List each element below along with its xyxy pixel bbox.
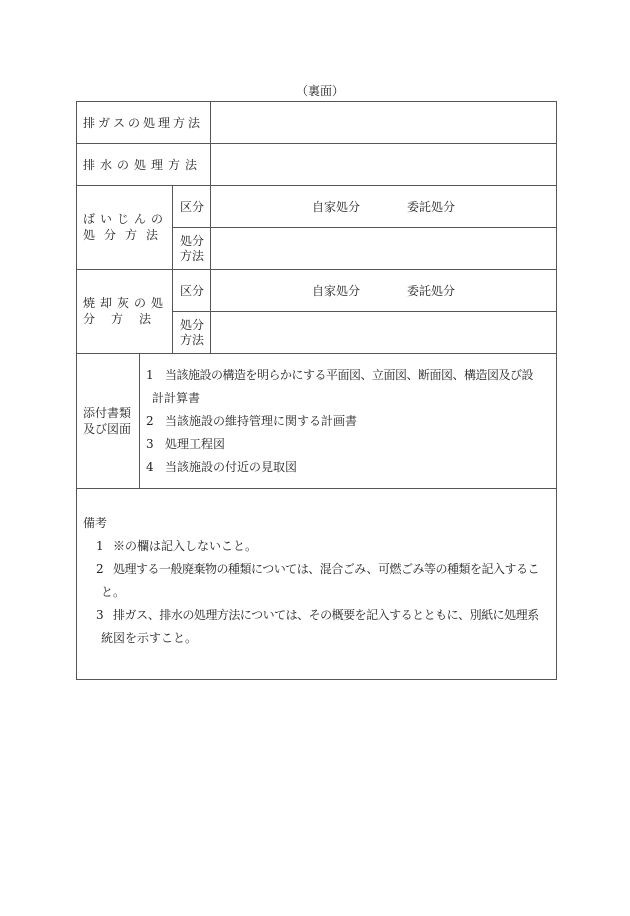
remark-text: ※の欄は記入しないこと。	[113, 539, 258, 553]
exhaust-gas-label: 排ガスの処理方法	[83, 116, 204, 130]
remark-num: 1	[96, 539, 104, 553]
attachment-text: 当該施設の維持管理に関する計画書	[165, 414, 358, 428]
form-table	[76, 101, 557, 680]
dust-method-label-line2: 方法	[180, 249, 205, 263]
dust-category-label: 区分	[180, 200, 205, 214]
divider	[172, 311, 557, 312]
divider	[76, 143, 557, 144]
wastewater-label: 排水の処理方法	[83, 158, 203, 172]
ash-method-label-line2: 方法	[180, 333, 205, 347]
remark-num: 2	[96, 562, 104, 576]
remark-text: 処理する一般廃棄物の種類については、混合ごみ、可燃ごみ等の種類を記入するこ	[113, 562, 539, 576]
divider	[76, 185, 557, 186]
remark-text: 排ガス、排水の処理方法については、その概要を記入するとともに、別紙に処理系	[113, 608, 539, 622]
attachments-label-line2: 及び図面	[83, 422, 132, 436]
remarks-title: 備考	[83, 516, 108, 530]
ash-option-self[interactable]: 自家処分	[312, 284, 361, 298]
wastewater-field[interactable]	[212, 145, 555, 184]
dust-option-self[interactable]: 自家処分	[312, 200, 361, 214]
attachment-text: 処理工程図	[165, 437, 226, 451]
divider	[76, 353, 557, 354]
divider	[210, 101, 211, 353]
ash-label-line1: 焼却灰の処	[83, 296, 169, 310]
dust-method-label-line1: 処分	[180, 234, 205, 248]
ash-method-label-line1: 処分	[180, 318, 205, 332]
dust-option-consign[interactable]: 委託処分	[407, 200, 456, 214]
attachment-text-cont: 計計算書	[152, 391, 201, 405]
attachment-num: 4	[146, 460, 154, 474]
divider	[76, 488, 557, 489]
divider	[76, 269, 557, 270]
remark-num: 3	[96, 608, 104, 622]
remark-text-cont: 統図を示すこと。	[101, 631, 198, 645]
ash-option-consign[interactable]: 委託処分	[407, 284, 456, 298]
attachment-num: 3	[146, 437, 154, 451]
attachment-num: 2	[146, 414, 154, 428]
ash-label-line2: 分方法	[83, 312, 168, 326]
remark-text-cont: と。	[101, 585, 126, 599]
attachment-text: 当該施設の構造を明らかにする平面図、立面図、断面図、構造図及び設	[165, 368, 534, 382]
dust-label-line2: 処分方法	[83, 228, 168, 242]
divider	[172, 185, 173, 353]
ash-method-field[interactable]	[212, 313, 555, 352]
side-label: （裏面）	[296, 84, 345, 98]
attachment-text: 当該施設の付近の見取図	[165, 460, 298, 474]
ash-category-label: 区分	[180, 284, 205, 298]
attachment-num: 1	[146, 368, 154, 382]
divider	[139, 353, 140, 488]
divider	[172, 227, 557, 228]
dust-method-field[interactable]	[212, 229, 555, 268]
dust-label-line1: ばいじんの	[83, 212, 169, 226]
exhaust-gas-field[interactable]	[212, 103, 555, 142]
attachments-label-line1: 添付書類	[83, 406, 132, 420]
